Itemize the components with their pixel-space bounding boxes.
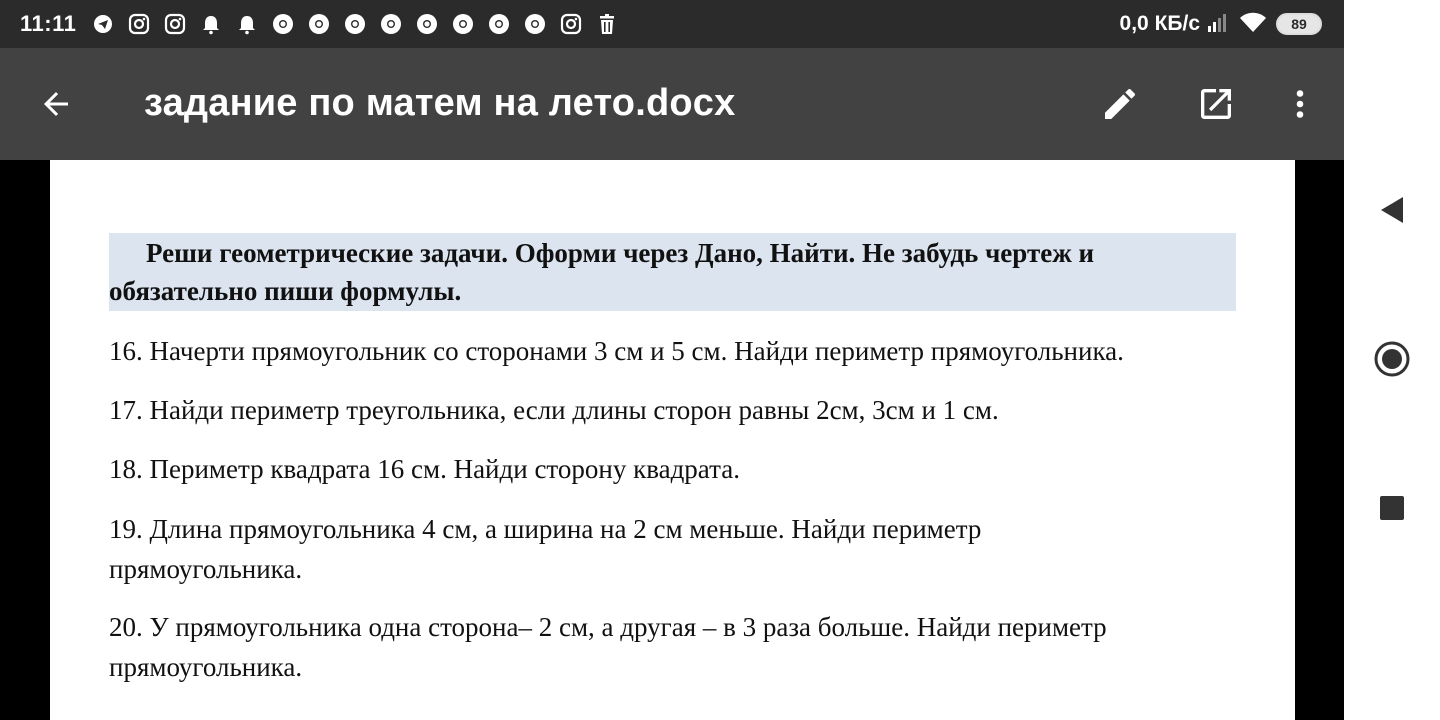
instagram-icon [126,11,152,37]
chrome-icon [342,11,368,37]
chrome-icon [450,11,476,37]
chrome-icon [270,11,296,37]
network-speed: 0,0 КБ/с [1119,12,1200,35]
wifi-icon [1238,11,1268,38]
problem-20: 20. У прямоугольника одна сторона– 2 см, а другая – в 3 раза больше. Найди периметр прямоугольника. [109,612,1107,682]
battery-indicator: 89 [1276,13,1322,35]
pencil-icon [1100,84,1140,124]
status-time: 11:11 [20,11,77,36]
status-right [1120,0,1322,48]
alarm-icon [198,11,224,37]
chrome-icon [306,11,332,37]
triangle-back-icon [1379,195,1405,225]
signal-icon [1208,12,1230,37]
app-bar [0,48,1344,160]
square-recents-icon [1379,495,1405,521]
chrome-icon [486,11,512,37]
task-heading: Реши геометрические задачи. Оформи через Дано, Найти. Не забудь чертеж и обязательно пиши формулы. [109,233,1236,311]
nav-home-button[interactable] [1368,335,1416,383]
notification-icons [90,11,620,37]
problem-19: 19. Длина прямоугольника 4 см, а ширина на 2 см меньше. Найди периметр прямоугольника. [109,514,982,584]
trash-icon [594,11,620,37]
status-bar [0,0,1344,48]
problem-18: 18. Периметр квадрата 16 см. Найди сторону квадрата. [109,454,740,484]
instagram-icon [558,11,584,37]
more-options-button[interactable] [1276,80,1324,128]
telegram-icon [90,11,116,37]
open-in-button[interactable] [1188,80,1244,128]
chrome-icon [522,11,548,37]
document-page [50,160,1295,720]
problem-17: 17. Найди периметр треугольника, если длины сторон равны 2см, 3см и 1 см. [109,395,999,425]
home-circle-icon [1373,340,1411,378]
document-viewer[interactable] [0,160,1344,720]
chrome-icon [414,11,440,37]
nav-recents-button[interactable] [1368,484,1416,532]
document-title: задание по матем на лето.docx [144,82,736,124]
arrow-back-icon [38,86,74,122]
open-external-icon [1196,84,1236,124]
alarm-icon [234,11,260,37]
problem-16: 16. Начерти прямоугольник со сторонами 3 см и 5 см. Найди периметр прямоугольника. [109,336,1124,366]
instagram-icon [162,11,188,37]
nav-back-button[interactable] [1368,186,1416,234]
more-vert-icon [1282,86,1318,122]
chrome-icon [378,11,404,37]
navigation-bar [1344,0,1440,720]
edit-button[interactable] [1092,80,1148,128]
back-button[interactable] [24,80,88,128]
